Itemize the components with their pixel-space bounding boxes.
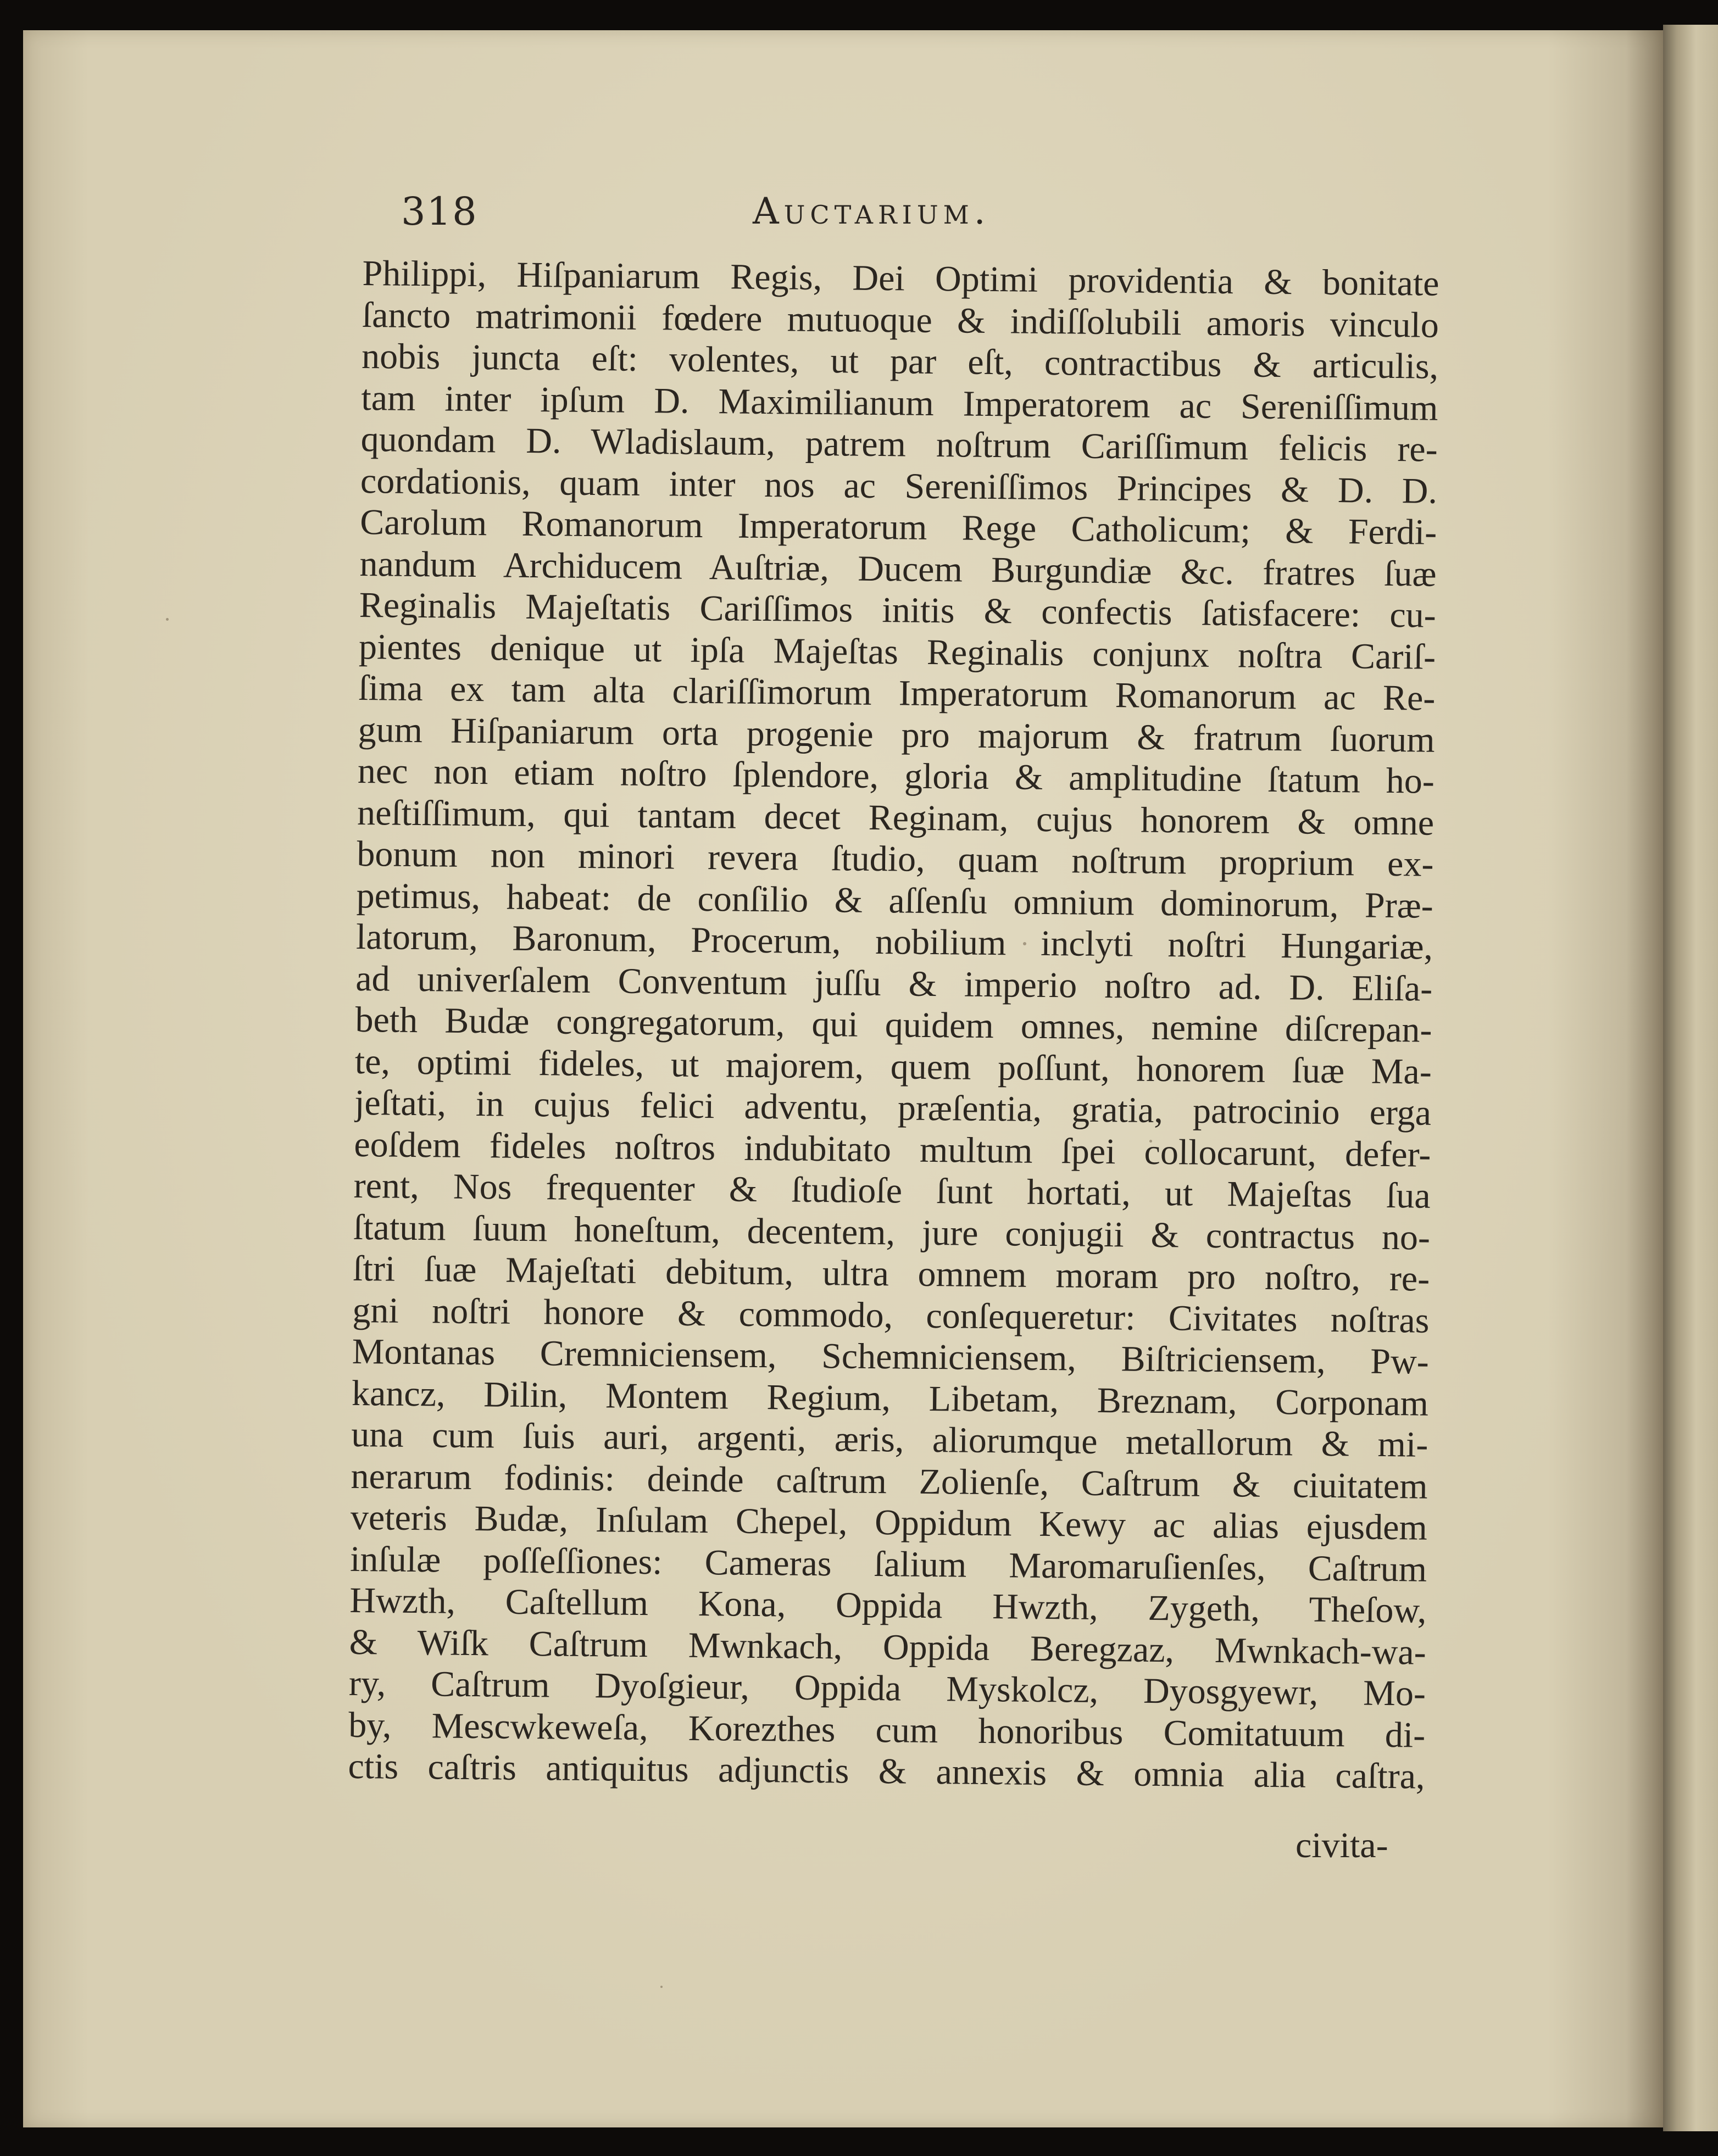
running-head: Auctarium. bbox=[753, 190, 991, 232]
catchword: civita- bbox=[1296, 1825, 1388, 1865]
text-line: ad univerſalem Conventum juſſu & imperio noſtro ad. D. Eliſa- bbox=[355, 958, 1433, 1009]
text-line: jeſtati, in cujus felici adventu, præſentia, gratia, patrocinio erga bbox=[354, 1082, 1432, 1133]
text-line: gni noſtri honore & commodo, conſequeretur: Civitates noſtras bbox=[352, 1290, 1430, 1341]
body-text bbox=[348, 253, 1439, 1797]
text-line: inſulæ poſſeſſiones: Cameras ſalium Maromaruſienſes, Caſtrum bbox=[349, 1539, 1427, 1590]
paper-speck bbox=[166, 618, 169, 621]
text-line: petimus, habeat: de conſilio & aſſenſu omnium dominorum, Præ- bbox=[356, 875, 1434, 926]
text-line: by, Mescwkeweſa, Korezthes cum honoribus Comitatuum di- bbox=[348, 1704, 1426, 1756]
text-line: ſima ex tam alta clariſſimorum Imperatorum Romanorum ac Re- bbox=[358, 667, 1436, 718]
text-line: Montanas Cremniciensem, Schemniciensem, Biſtriciensem, Pw- bbox=[352, 1331, 1430, 1382]
page-number: 318 bbox=[401, 189, 478, 234]
text-line: pientes denique ut ipſa Majeſtas Reginalis conjunx noſtra Cariſ- bbox=[358, 626, 1436, 677]
text-line: eoſdem fideles noſtros indubitato multum ſpei collocarunt, defer- bbox=[354, 1124, 1431, 1175]
text-line: latorum, Baronum, Procerum, nobilium inclyti noſtri Hungariæ, bbox=[355, 916, 1433, 967]
text-line: nec non etiam noſtro ſplendore, gloria & amplitudine ſtatum ho- bbox=[357, 750, 1435, 801]
paper-speck bbox=[660, 1986, 663, 1988]
text-line: Carolum Romanorum Imperatorum Rege Catholicum; & Ferdi- bbox=[359, 502, 1437, 553]
text-line: cordationis, quam inter nos ac Sereniſſimos Principes & D. D. bbox=[360, 460, 1438, 511]
text-line: nerarum fodinis: deinde caſtrum Zolienſe, Caſtrum & ciuitatem bbox=[351, 1456, 1428, 1507]
text-line: Hwzth, Caſtellum Kona, Oppida Hwzth, Zygeth, Theſow, bbox=[349, 1580, 1427, 1631]
text-line: Reginalis Majeſtatis Cariſſimos initis & confectis ſatisfacere: cu- bbox=[359, 584, 1437, 636]
text-line: ry, Caſtrum Dyoſgieur, Oppida Myskolcz, Dyosgyewr, Mo- bbox=[348, 1663, 1426, 1714]
text-line: ſtatum ſuum honeſtum, decentem, jure conjugii & contractus no- bbox=[353, 1207, 1431, 1258]
text-line: ctis caſtris antiquitus adjunctis & annexis & omnia alia caſtra, bbox=[348, 1746, 1425, 1797]
text-line: nandum Archiducem Auſtriæ, Ducem Burgundiæ &c. fratres ſuæ bbox=[359, 543, 1437, 594]
text-line: Philippi, Hiſpaniarum Regis, Dei Optimi providentia & bonitate bbox=[362, 253, 1439, 304]
text-line: & Wiſk Caſtrum Mwnkach, Oppida Beregzaz, Mwnkach-wa- bbox=[349, 1622, 1426, 1673]
next-page-edge bbox=[1663, 25, 1718, 2131]
text-line: tam inter ipſum D. Maximilianum Imperatorem ac Sereniſſimum bbox=[361, 377, 1438, 428]
text-line: ſtri ſuæ Majeſtati debitum, ultra omnem moram pro noſtro, re- bbox=[352, 1248, 1430, 1299]
text-line: te, optimi fideles, ut majorem, quem poſſunt, honorem ſuæ Ma- bbox=[354, 1041, 1432, 1092]
text-line: neſtiſſimum, qui tantam decet Reginam, cujus honorem & omne bbox=[357, 792, 1435, 843]
text-line: quondam D. Wladislaum, patrem noſtrum Cariſſimum felicis re- bbox=[360, 419, 1438, 470]
gutter-shadow bbox=[1626, 30, 1663, 2127]
text-line: veteris Budæ, Inſulam Chepel, Oppidum Kewy ac alias ejusdem bbox=[350, 1497, 1428, 1548]
text-line: beth Budæ congregatorum, qui quidem omnes, nemine diſcrepan- bbox=[355, 999, 1432, 1050]
page-header bbox=[401, 184, 1077, 239]
text-line: gum Hiſpaniarum orta progenie pro majorum & fratrum ſuorum bbox=[358, 709, 1435, 760]
text-line: bonum non minori revera ſtudio, quam noſtrum proprium ex- bbox=[357, 833, 1434, 884]
text-line: una cum ſuis auri, argenti, æris, aliorumque metallorum & mi- bbox=[351, 1414, 1428, 1465]
text-line: nobis juncta eſt: volentes, ut par eſt, contractibus & articulis, bbox=[361, 336, 1439, 387]
text-line: kancz, Dilin, Montem Regium, Libetam, Breznam, Corponam bbox=[351, 1373, 1429, 1424]
text-line: rent, Nos frequenter & ſtudioſe ſunt hortati, ut Majeſtas ſua bbox=[353, 1165, 1431, 1216]
text-line: ſancto matrimonii fœdere mutuoque & indiſſolubili amoris vinculo bbox=[362, 294, 1439, 346]
